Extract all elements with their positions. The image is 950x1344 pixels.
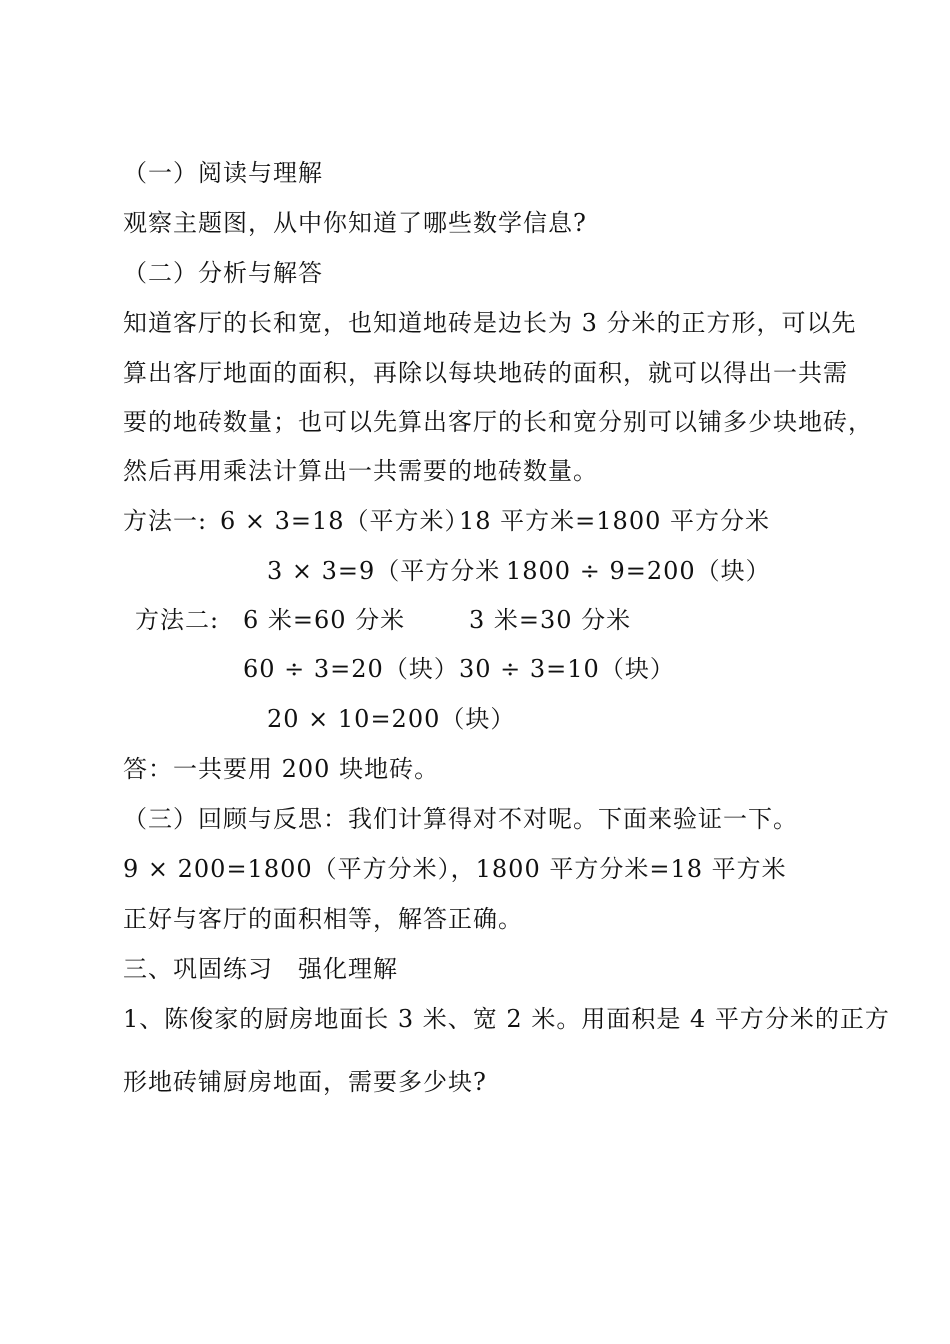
method-one-calc-4: 1800 ÷ 9=200（块）: [506, 557, 771, 585]
answer-line: 答：一共要用 200 块地砖。: [123, 755, 440, 783]
method-two-label: 方法二:: [135, 606, 220, 634]
method-one-calc-2: 18 平方米=1800 平方分米: [459, 507, 770, 535]
method-one-calc-1: 6 × 3=18（平方米）: [220, 507, 470, 535]
method-one-calc-3: 3 × 3=9（平方分米: [267, 557, 501, 585]
section-three-heading: （三）回顾与反思：我们计算得对不对呢。下面来验证一下。: [123, 805, 798, 833]
method-two-calc-4: 30 ÷ 3=10（块）: [459, 655, 675, 683]
method-one-label: 方法一:: [123, 507, 208, 535]
method-two-calc-3: 60 ÷ 3=20（块）: [243, 655, 459, 683]
exercise-1-line-1: 1、陈俊家的厨房地面长 3 米、宽 2 米。用面积是 4 平方分米的正方: [123, 1005, 890, 1033]
analysis-line-2: 算出客厅地面的面积，再除以每块地砖的面积，就可以得出一共需: [123, 359, 848, 387]
method-two-calc-2: 3 米=30 分米: [469, 606, 632, 634]
analysis-line-1: 知道客厅的长和宽，也知道地砖是边长为 3 分米的正方形，可以先: [123, 309, 857, 337]
method-two-calc-5: 20 × 10=200（块）: [267, 705, 516, 733]
verification-line-1: 9 × 200=1800（平方分米），1800 平方分米=18 平方米: [123, 855, 787, 883]
verification-line-2: 正好与客厅的面积相等，解答正确。: [123, 905, 523, 933]
analysis-line-3: 要的地砖数量；也可以先算出客厅的长和宽分别可以铺多少块地砖，: [123, 408, 873, 436]
section-one-question: 观察主题图，从中你知道了哪些数学信息?: [123, 209, 587, 237]
analysis-line-4: 然后再用乘法计算出一共需要的地砖数量。: [123, 457, 598, 485]
exercise-1-line-2: 形地砖铺厨房地面，需要多少块?: [123, 1068, 487, 1096]
section-two-heading: （二）分析与解答: [123, 259, 323, 287]
method-two-calc-1: 6 米=60 分米: [243, 606, 406, 634]
section-one-heading: （一）阅读与理解: [123, 159, 323, 187]
part-three-heading: 三、巩固练习 强化理解: [123, 955, 398, 983]
